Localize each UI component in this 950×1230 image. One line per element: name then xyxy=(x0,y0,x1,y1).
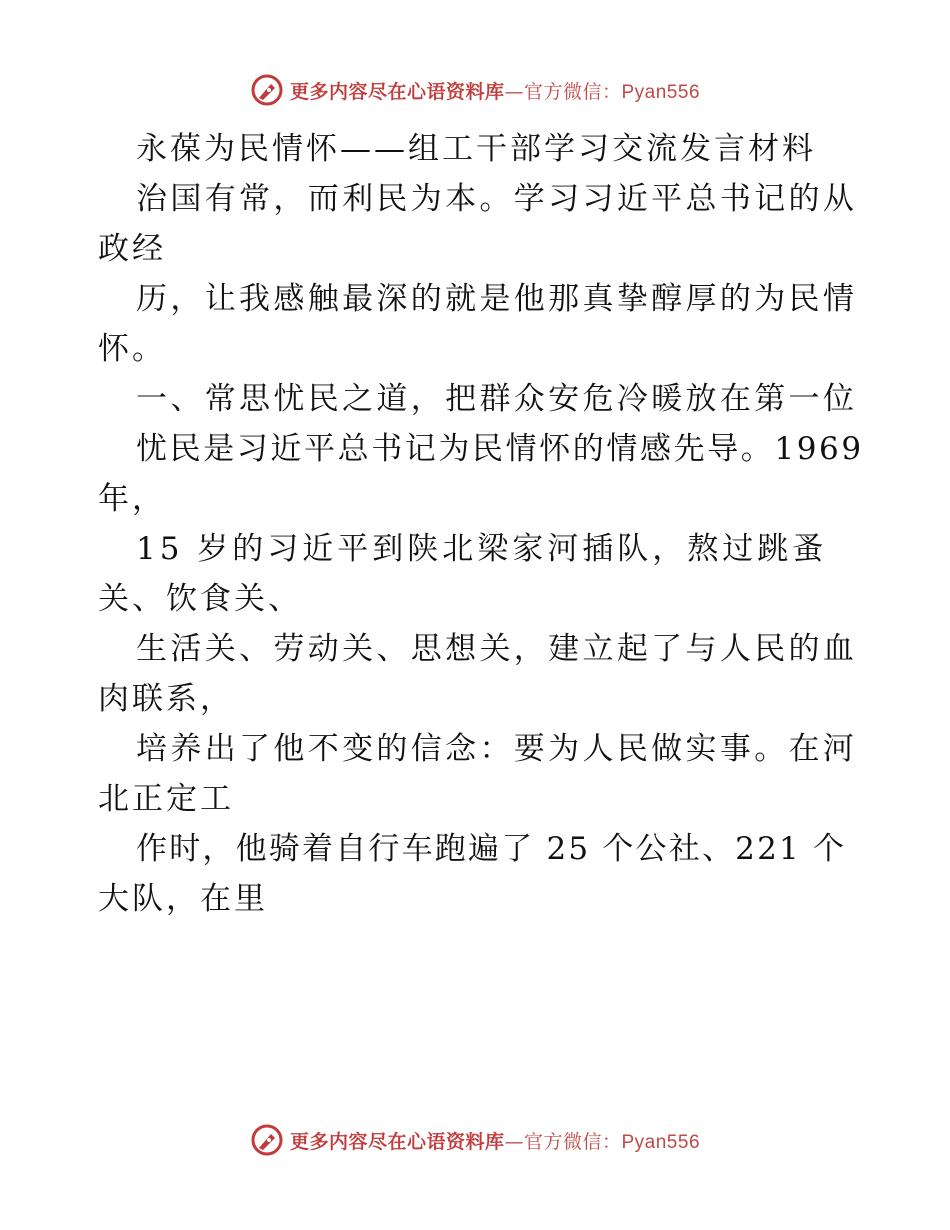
body-line: 治 国 有 常 ， 而 利 民 为 本 。 学 习 习 近 平 总 书 记 的 从 xyxy=(136,181,854,217)
watermark-dash: — xyxy=(504,80,524,103)
section-heading: 一 、 常 思 忧 民 之 道 ， 把 群 众 安 危 冷 暖 放 在 第 一 位 xyxy=(136,381,854,417)
body-line: 历 ， 让 我 感 触 最 深 的 就 是 他 那 真 挚 醇 厚 的 为 民 情 xyxy=(136,281,854,317)
document-title: 永葆为民情怀——组工干部学习交流发言材料 xyxy=(136,131,816,167)
body-line: 大队，在里 xyxy=(98,881,268,917)
body-line: 关、饮食关、 xyxy=(98,581,302,617)
watermark-wechat-id: Pyan556 xyxy=(621,1131,701,1153)
pen-nib-logo-icon xyxy=(250,1123,284,1157)
body-line: 忧民是习近平总书记为民情怀的情感先导。1969 xyxy=(136,431,864,467)
body-line: 年， xyxy=(98,481,166,517)
body-line: 培 养 出 了 他 不 变 的 信 念 ： 要 为 人 民 做 实 事 。 在 河 xyxy=(136,731,854,767)
body-line: 怀。 xyxy=(98,331,166,367)
footer-watermark xyxy=(0,1120,950,1160)
header-watermark xyxy=(0,70,950,110)
body-line: 北正定工 xyxy=(98,781,234,817)
body-line: 肉联系， xyxy=(98,681,234,717)
body-line: 15 岁的习近平到陕北梁家河插队，熬过跳蚤 xyxy=(136,531,828,567)
watermark-dash: — xyxy=(504,1130,524,1153)
body-line: 作时，他骑着自行车跑遍了 25 个公社、221 个 xyxy=(136,831,847,867)
watermark-wechat-id: Pyan556 xyxy=(621,81,701,103)
watermark-text xyxy=(290,1127,700,1154)
pen-nib-logo-icon xyxy=(250,73,284,107)
watermark-suffix: 官方微信： xyxy=(523,1130,622,1153)
document-body xyxy=(98,124,864,924)
watermark-main: 更多内容尽在心语资料库 xyxy=(289,1130,505,1153)
watermark-suffix: 官方微信： xyxy=(523,80,622,103)
watermark-main: 更多内容尽在心语资料库 xyxy=(289,80,505,103)
body-line: 政经 xyxy=(98,231,166,267)
body-line: 生 活 关 、 劳 动 关 、 思 想 关 ， 建 立 起 了 与 人 民 的 血 xyxy=(136,631,854,667)
watermark-text xyxy=(290,77,700,104)
